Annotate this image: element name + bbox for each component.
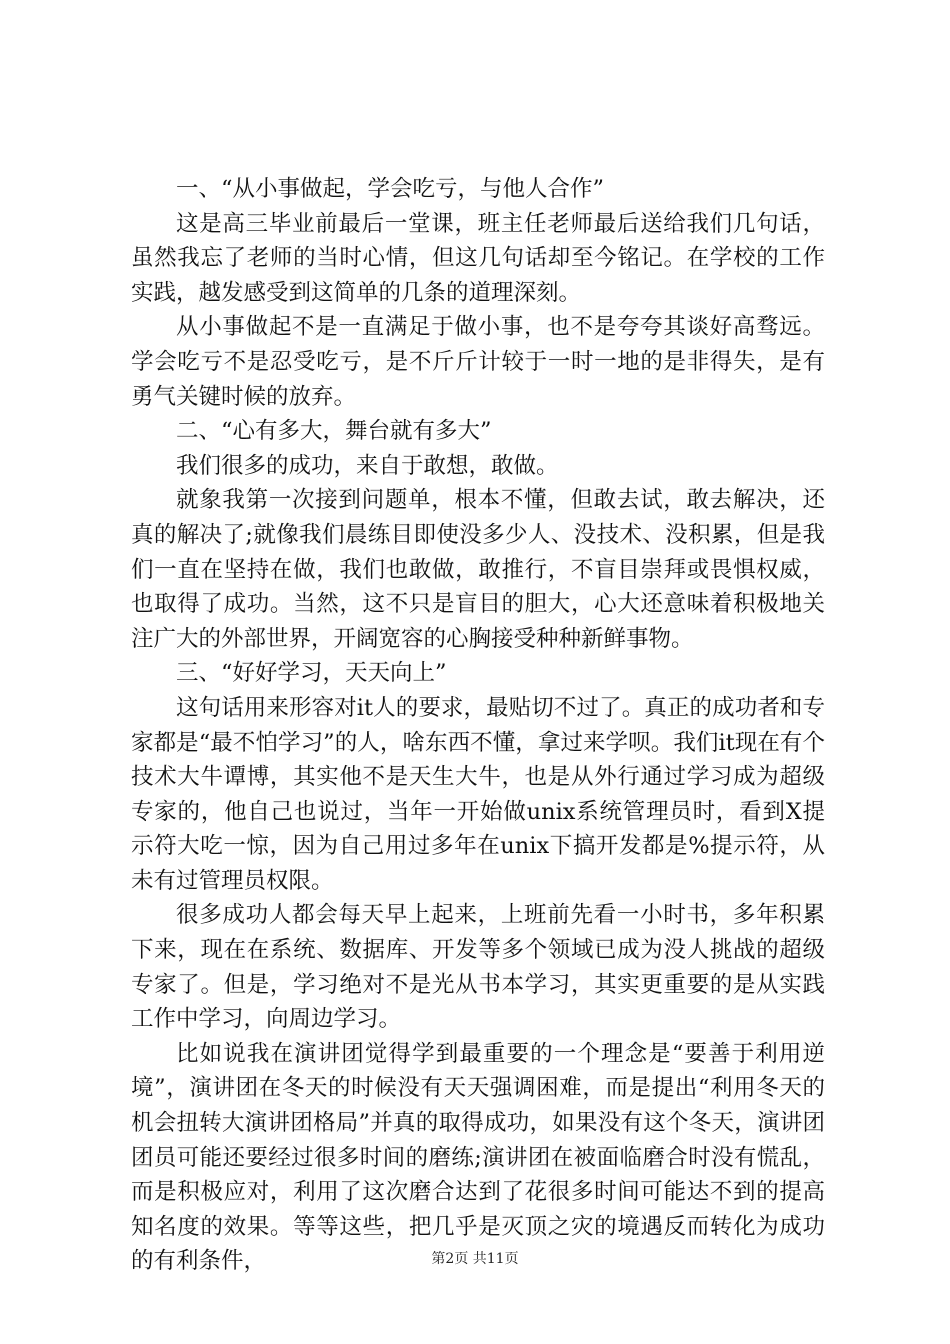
paragraph: 我们很多的成功，来自于敢想，敢做。 [176,452,559,479]
paragraph: 比如说我在演讲团觉得学到最重要的一个理念是“要善于利用逆境”，演讲团在冬天的时候没有天天强调困难，而是提出“利用冬天的机会扭转大演讲团格局”并真的取得成功，如果没有这个冬天，演讲团团员可能还要经过很多时间的磨练;演讲团在被面临磨合时没有慌乱，而是积极应对，利用了这次磨合达到了花很多时间可能达不到的提高知名度的效果。等等这些，把几乎是灭顶之灾的境遇反而转化为成功的有利条件， [131,1040,825,1275]
heading-three: 三、“好好学习，天天向上” [176,660,447,687]
paragraph: 很多成功人都会每天早上起来，上班前先看一小时书，多年积累下来，现在在系统、数据库、开发等多个领域已成为没人挑战的超级专家了。但是，学习绝对不是光从书本学习，其实更重要的是从实践工作中学习，向周边学习。 [131,902,825,1033]
page-footer [0,1248,950,1268]
document-body [131,172,825,1279]
page-number: 第2页 共11页 [431,1251,519,1267]
heading-two: 二、“心有多大，舞台就有多大” [176,418,492,445]
paragraph: 这句话用来形容对it人的要求，最贴切不过了。真正的成功者和专家都是“最不怕学习”的人，啥东西不懂，拿过来学呗。我们it现在有个技术大牛谭博，其实他不是天生大牛，也是从外行通过学习成为超级专家的，他自己也说过，当年一开始做unix系统管理员时，看到X提示符大吃一惊，因为自己用过多年在unix下搞开发都是%提示符，从未有过管理员权限。 [131,694,825,894]
paragraph: 从小事做起不是一直满足于做小事，也不是夸夸其谈好高骛远。学会吃亏不是忍受吃亏，是不斤斤计较于一时一地的是非得失，是有勇气关键时候的放弃。 [131,314,825,410]
paragraph: 就象我第一次接到问题单，根本不懂，但敢去试，敢去解决，还真的解决了;就像我们晨练目即使没多少人、没技术、没积累，但是我们一直在坚持在做，我们也敢做，敢推行，不盲目崇拜或畏惧权威，也取得了成功。当然，这不只是盲目的胆大，心大还意味着积极地关注广大的外部世界，开阔宽容的心胸接受种种新鲜事物。 [131,487,825,652]
paragraph: 这是高三毕业前最后一堂课，班主任老师最后送给我们几句话，虽然我忘了老师的当时心情，但这几句话却至今铭记。在学校的工作实践，越发感受到这简单的几条的道理深刻。 [131,210,825,306]
heading-one: 一、“从小事做起，学会吃亏，与他人合作” [176,176,605,202]
